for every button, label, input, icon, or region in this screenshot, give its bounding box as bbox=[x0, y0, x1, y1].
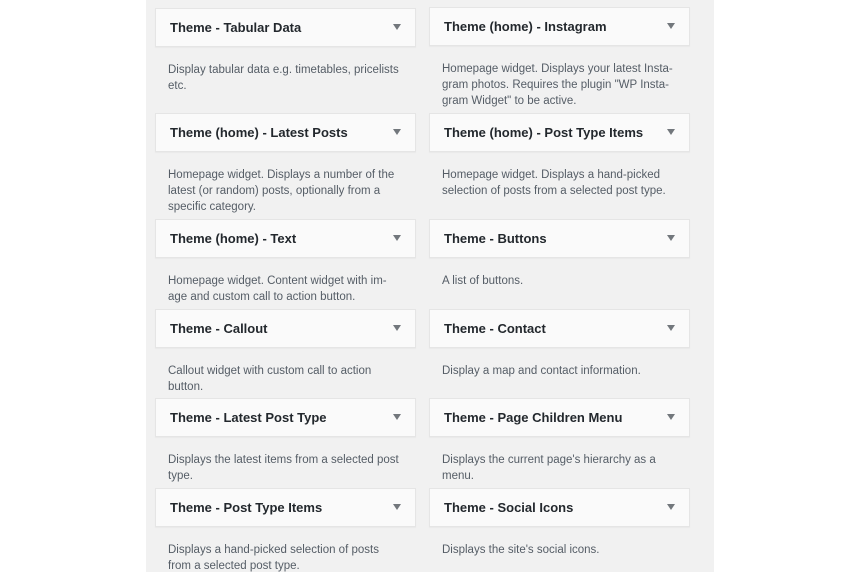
widget-title: Theme - Tabular Data bbox=[170, 20, 302, 35]
dropdown-arrow-icon[interactable] bbox=[393, 414, 401, 420]
widget-post-type-items[interactable] bbox=[155, 488, 416, 574]
dropdown-arrow-icon[interactable] bbox=[393, 24, 401, 30]
widget-header[interactable] bbox=[155, 219, 416, 258]
widget-home-post-type-items[interactable] bbox=[429, 113, 690, 199]
widget-home-instagram[interactable] bbox=[429, 7, 690, 109]
dropdown-arrow-icon[interactable] bbox=[667, 235, 675, 241]
dropdown-arrow-icon[interactable] bbox=[393, 235, 401, 241]
widget-header[interactable] bbox=[155, 309, 416, 348]
widget-title: Theme - Latest Post Type bbox=[170, 410, 327, 425]
widget-title: Theme (home) - Instagram bbox=[444, 19, 607, 34]
widget-description: Homepage widget. Displays a number of the latest (or random) posts, optionally from a specific category. bbox=[168, 169, 395, 213]
widget-description: Homepage widget. Displays a hand-picked selection of posts from a selected post type. bbox=[442, 169, 666, 197]
dropdown-arrow-icon[interactable] bbox=[667, 504, 675, 510]
widget-callout[interactable] bbox=[155, 309, 416, 395]
widget-header[interactable] bbox=[155, 113, 416, 152]
widget-page-children-menu[interactable] bbox=[429, 398, 690, 484]
widget-title: Theme - Contact bbox=[444, 321, 546, 336]
widget-header[interactable] bbox=[155, 398, 416, 437]
dropdown-arrow-icon[interactable] bbox=[393, 325, 401, 331]
widget-home-latest-posts[interactable] bbox=[155, 113, 416, 215]
widget-header[interactable] bbox=[429, 488, 690, 527]
widget-description: Displays the site's social icons. bbox=[442, 544, 600, 556]
widget-header[interactable] bbox=[429, 113, 690, 152]
widget-header[interactable] bbox=[429, 309, 690, 348]
dropdown-arrow-icon[interactable] bbox=[667, 23, 675, 29]
dropdown-arrow-icon[interactable] bbox=[667, 414, 675, 420]
widget-header[interactable] bbox=[429, 219, 690, 258]
widget-title: Theme - Page Children Menu bbox=[444, 410, 623, 425]
widget-description: Displays the latest items from a selected post type. bbox=[168, 454, 399, 482]
widget-tabular-data[interactable] bbox=[155, 8, 416, 94]
widget-description: Homepage widget. Content widget with im-age and custom call to action button. bbox=[168, 275, 387, 303]
widget-description: Displays the current page's hierarchy as a menu. bbox=[442, 454, 656, 482]
available-widgets-panel bbox=[146, 0, 714, 572]
widget-title: Theme (home) - Post Type Items bbox=[444, 125, 644, 140]
widget-social-icons[interactable] bbox=[429, 488, 690, 558]
widget-description: Callout widget with custom call to action button. bbox=[168, 365, 372, 393]
widget-title: Theme (home) - Latest Posts bbox=[170, 125, 348, 140]
widget-description: Display a map and contact information. bbox=[442, 365, 641, 377]
widget-buttons[interactable] bbox=[429, 219, 690, 289]
dropdown-arrow-icon[interactable] bbox=[667, 325, 675, 331]
dropdown-arrow-icon[interactable] bbox=[393, 129, 401, 135]
widget-description: Display tabular data e.g. timetables, pricelists etc. bbox=[168, 64, 399, 92]
widget-header[interactable] bbox=[155, 8, 416, 47]
widget-title: Theme - Callout bbox=[170, 321, 268, 336]
widget-title: Theme - Post Type Items bbox=[170, 500, 323, 515]
widget-description: Displays a hand-picked selection of posts from a selected post type. bbox=[168, 544, 379, 572]
widget-home-text[interactable] bbox=[155, 219, 416, 305]
widget-description: A list of buttons. bbox=[442, 275, 524, 287]
widget-description: Homepage widget. Displays your latest Insta-gram photos. Requires the plugin "WP Insta-gram Widget" to be active. bbox=[442, 63, 673, 107]
widget-header[interactable] bbox=[155, 488, 416, 527]
widget-contact[interactable] bbox=[429, 309, 690, 379]
widget-latest-post-type[interactable] bbox=[155, 398, 416, 484]
dropdown-arrow-icon[interactable] bbox=[393, 504, 401, 510]
widget-header[interactable] bbox=[429, 7, 690, 46]
widget-header[interactable] bbox=[429, 398, 690, 437]
widget-title: Theme - Buttons bbox=[444, 231, 547, 246]
widget-title: Theme (home) - Text bbox=[170, 231, 297, 246]
widget-title: Theme - Social Icons bbox=[444, 500, 574, 515]
dropdown-arrow-icon[interactable] bbox=[667, 129, 675, 135]
